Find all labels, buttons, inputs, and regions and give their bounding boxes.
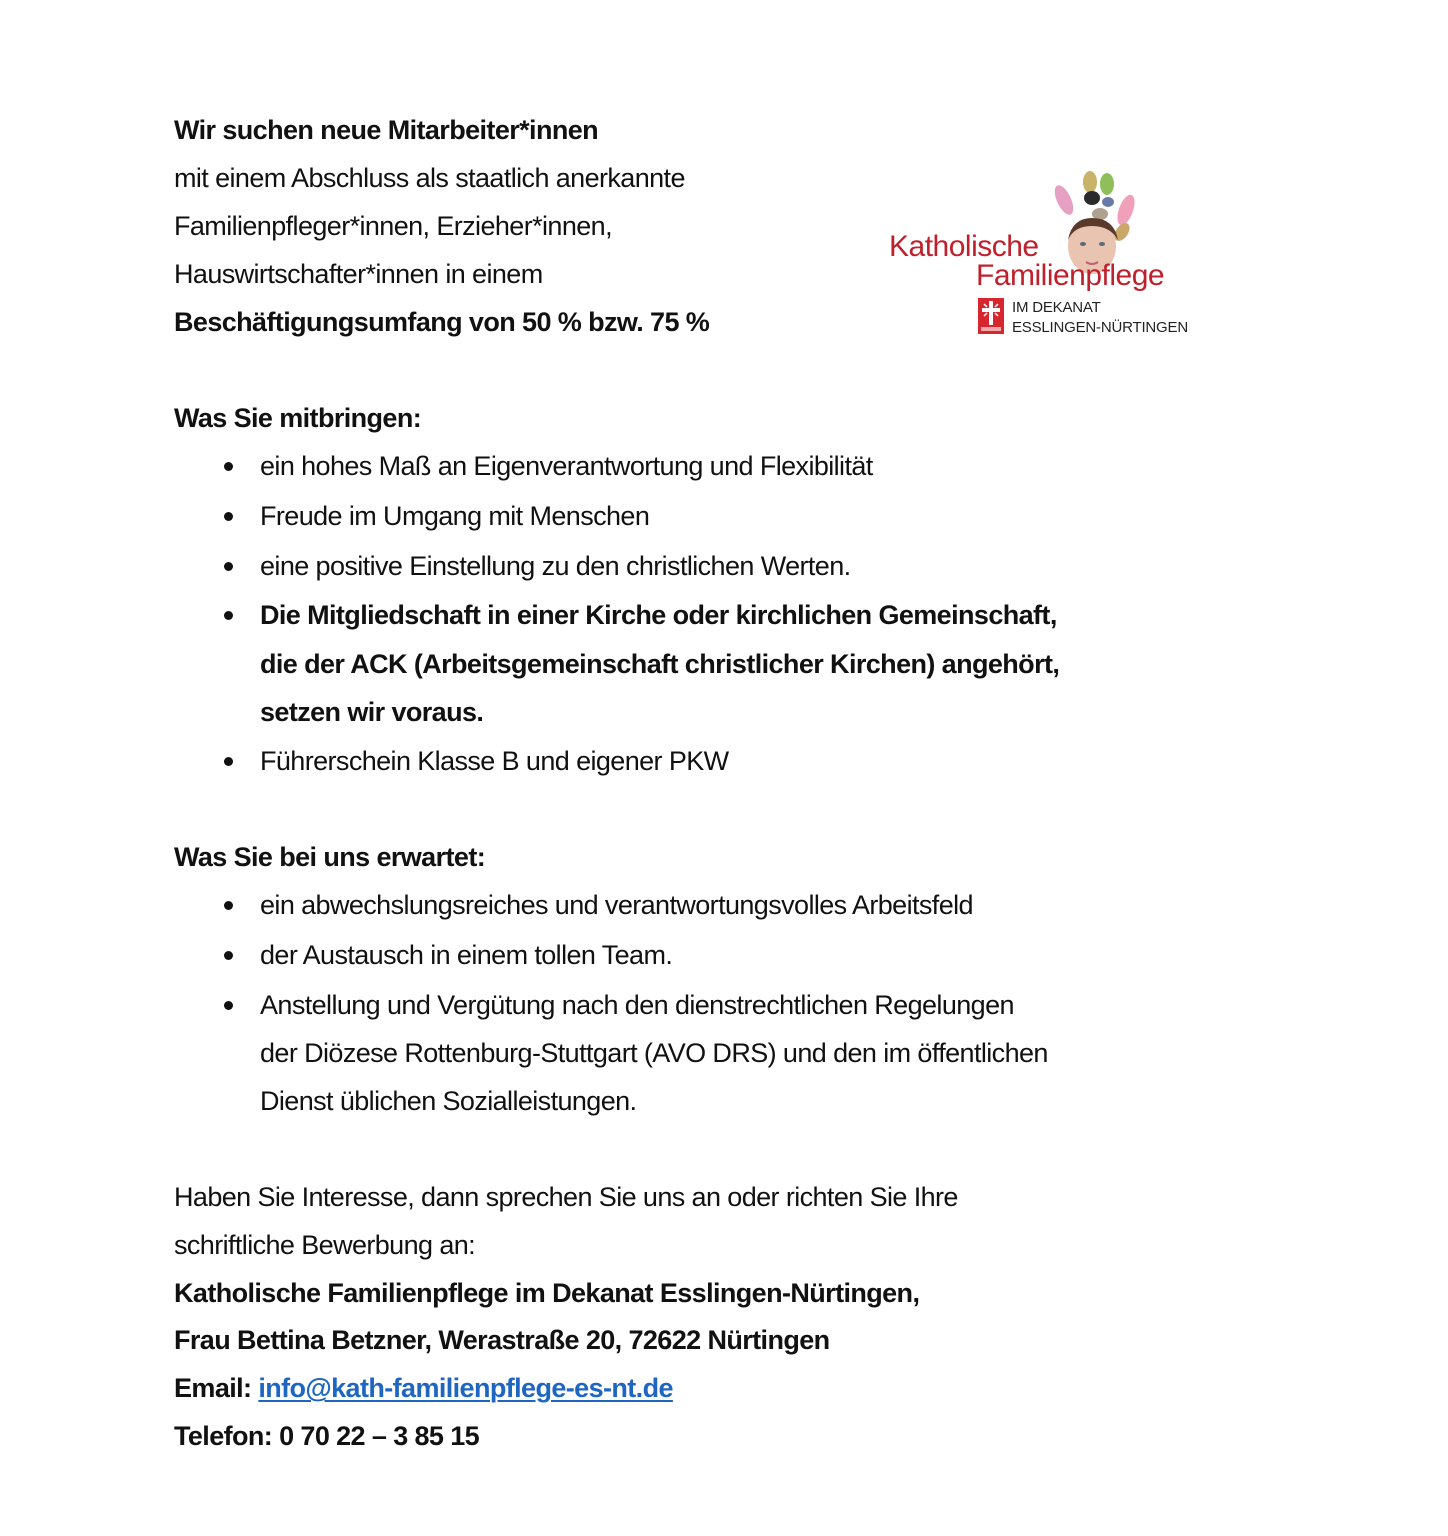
requirements-heading: Was Sie mitbringen: [174, 403, 422, 433]
bullet-icon [224, 462, 233, 471]
intro-line: Hauswirtschafter*innen in einem [174, 259, 543, 289]
bullet-icon [224, 512, 233, 521]
offer-text-continuation: Dienst üblichen Sozialleistungen. [260, 1086, 637, 1116]
requirement-text: ein hohes Maß an Eigenverantwortung und Flexibilität [260, 451, 873, 481]
requirement-text: Führerschein Klasse B und eigener PKW [260, 746, 729, 776]
email-label: Email: [174, 1373, 259, 1403]
contact-intro: Haben Sie Interesse, dann sprechen Sie uns an oder richten Sie Ihre [174, 1182, 958, 1212]
contact-intro: schriftliche Bewerbung an: [174, 1230, 476, 1260]
bullet-icon [224, 1001, 233, 1010]
offer-heading: Was Sie bei uns erwartet: [174, 842, 486, 872]
intro-line: Familienpfleger*innen, Erzieher*innen, [174, 211, 612, 241]
requirement-text: eine positive Einstellung zu den christlichen Werten. [260, 551, 851, 581]
offer-text: ein abwechslungsreiches und verantwortungsvolles Arbeitsfeld [260, 890, 973, 920]
employment-scope: Beschäftigungsumfang von 50 % bzw. 75 % [174, 307, 710, 337]
contact-address: Frau Bettina Betzner, Werastraße 20, 72622 Nürtingen [174, 1325, 830, 1355]
intro-heading: Wir suchen neue Mitarbeiter*innen [174, 115, 599, 145]
offer-text: Anstellung und Vergütung nach den dienstrechtlichen Regelungen [260, 990, 1014, 1020]
requirement-text: Die Mitgliedschaft in einer Kirche oder kirchlichen Gemeinschaft, [260, 600, 1057, 630]
requirement-text-continuation: setzen wir voraus. [260, 697, 484, 727]
intro-line: mit einem Abschluss als staatlich anerkannte [174, 163, 685, 193]
requirement-text-continuation: die der ACK (Arbeitsgemeinschaft christlicher Kirchen) angehört, [260, 649, 1060, 679]
contact-organization: Katholische Familienpflege im Dekanat Esslingen-Nürtingen, [174, 1278, 920, 1308]
logo-title-line2: Familienpflege [976, 259, 1165, 292]
contact-phone: Telefon: 0 70 22 – 3 85 15 [174, 1421, 480, 1451]
offer-text: der Austausch in einem tollen Team. [260, 940, 673, 970]
email-link[interactable]: info@kath-familienpflege-es-nt.de [258, 1373, 673, 1403]
bullet-icon [224, 757, 233, 766]
requirement-text: Freude im Umgang mit Menschen [260, 501, 650, 531]
bullet-icon [224, 611, 233, 620]
logo-title-line1: Katholische [889, 230, 1039, 263]
logo-subtitle-line2: ESSLINGEN-NÜRTINGEN [1012, 319, 1188, 336]
bullet-icon [224, 562, 233, 571]
caritas-cross-icon [978, 298, 1004, 334]
bullet-icon [224, 901, 233, 910]
offer-text-continuation: der Diözese Rottenburg-Stuttgart (AVO DRS) und den im öffentlichen [260, 1038, 1048, 1068]
contact-email-row [174, 1372, 673, 1404]
organization-logo [886, 168, 1196, 348]
logo-subtitle-line1: IM DEKANAT [1012, 299, 1101, 316]
bullet-icon [224, 951, 233, 960]
